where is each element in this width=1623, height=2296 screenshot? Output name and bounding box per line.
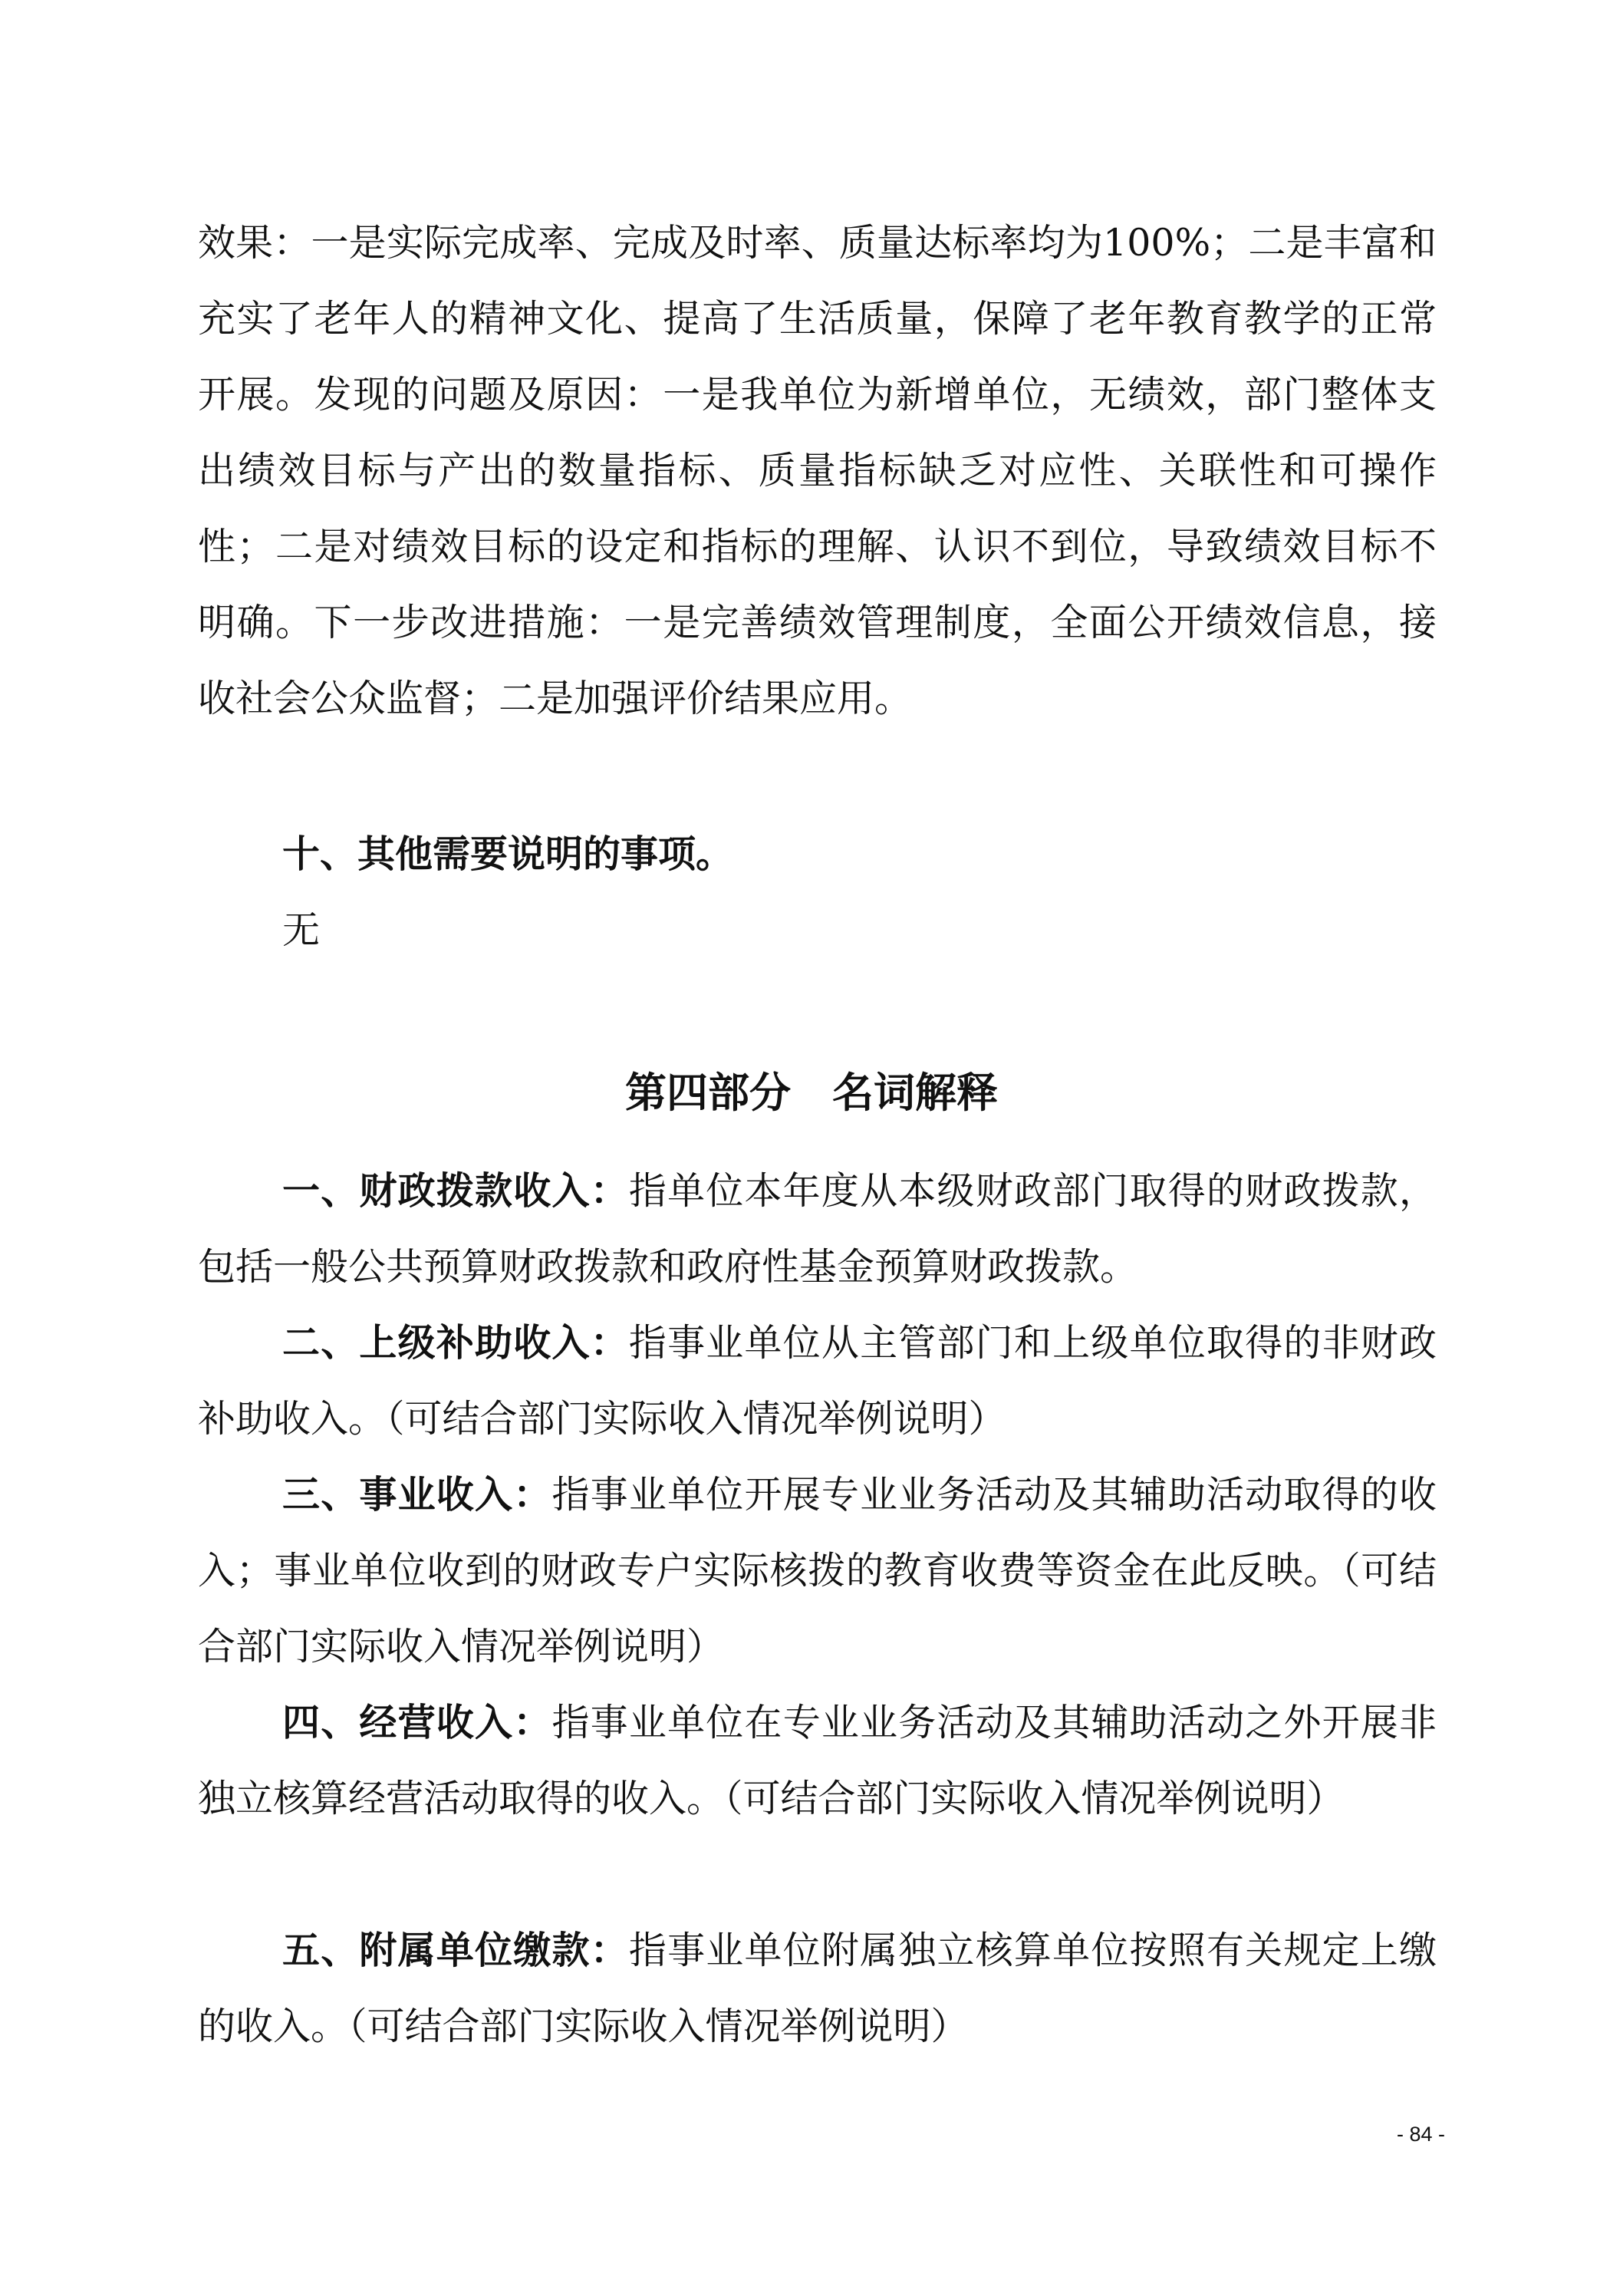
definition-superior-subsidy — [198, 1305, 1437, 1457]
definition-text: 指事业单位开展专业业务活动及其辅助活动取得的收入；事业单位收到的财政专户实际核拨的教育收费等资金在此反映。（可结合部门实际收入情况举例说明） — [198, 1473, 1437, 1668]
definition-subsidiary-payment — [198, 1912, 1437, 2064]
part-four-title: 第四部分 名词解释 — [625, 1069, 998, 1117]
definition-fiscal-appropriation — [198, 1153, 1437, 1305]
definition-text: 指事业单位在专业业务活动及其辅助活动之外开展非独立核算经营活动取得的收入。（可结合部门实际收入情况举例说明） — [198, 1701, 1437, 1820]
definition-term: 三、事业收入： — [282, 1473, 552, 1517]
definition-text: 指单位本年度从本级财政部门取得的财政拨款，包括一般公共预算财政拨款和政府性基金预算财政拨款。 — [198, 1169, 1437, 1289]
section-ten-heading: 十、其他需要说明的事项。 — [282, 832, 734, 876]
definition-term: 五、附属单位缴款： — [282, 1929, 629, 1972]
definition-term: 一、财政拨款收入： — [282, 1169, 629, 1213]
section-ten-body: 无 — [282, 908, 321, 952]
definition-term: 四、经营收入： — [282, 1701, 552, 1744]
definition-text: 指事业单位从主管部门和上级单位取得的非财政补助收入。（可结合部门实际收入情况举例说明） — [198, 1321, 1437, 1441]
performance-evaluation-paragraph: 效果：一是实际完成率、完成及时率、质量达标率均为100%；二是丰富和充实了老年人的精神文化、提高了生活质量，保障了老年教育教学的正常开展。发现的问题及原因：一是我单位为新增单位，无绩效，部门整体支出绩效目标与产出的数量指标、质量指标缺乏对应性、关联性和可操作性；二是对绩效目标的设定和指标的理解、认识不到位，导致绩效目标不明确。下一步改进措施：一是完善绩效管理制度，全面公开绩效信息，接收社会公众监督；二是加强评价结果应用。 — [198, 221, 1437, 720]
definition-term: 二、上级补助收入： — [282, 1321, 629, 1365]
page-number: - 84 - — [1396, 2123, 1445, 2146]
definition-business-income — [198, 1457, 1437, 1685]
definition-operating-income — [198, 1685, 1437, 1836]
definition-text: 指事业单位附属独立核算单位按照有关规定上缴的收入。（可结合部门实际收入情况举例说明） — [198, 1929, 1437, 2048]
